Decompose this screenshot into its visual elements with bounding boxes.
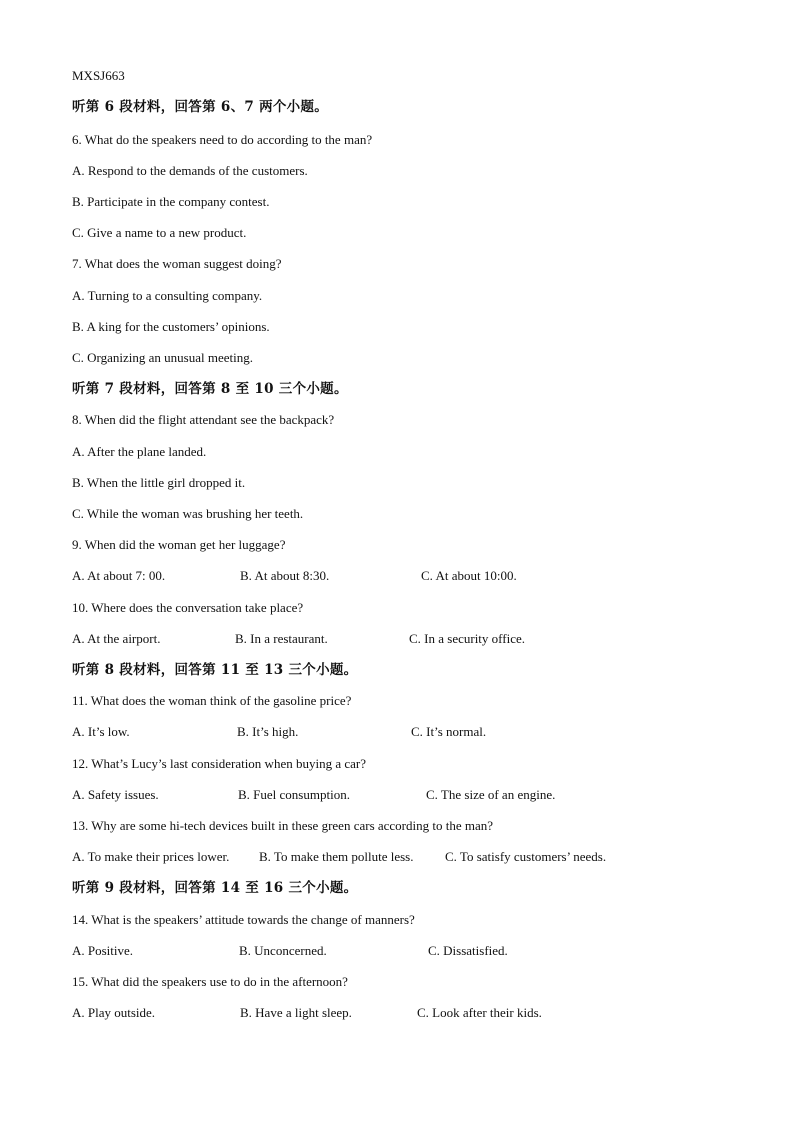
question-15: 15. What did the speakers use to do in the afternoon? <box>72 974 348 989</box>
question-12: 12. What’s Lucy’s last consideration when buying a car? <box>72 756 366 771</box>
option-11a: A. It’s low. <box>72 724 130 739</box>
option-11b: B. It’s high. <box>237 724 299 739</box>
option-9b: B. At about 8:30. <box>240 568 330 583</box>
question-9: 9. When did the woman get her luggage? <box>72 537 286 552</box>
option-8a: A. After the plane landed. <box>72 444 207 459</box>
option-10b: B. In a restaurant. <box>235 631 328 646</box>
option-15b: B. Have a light sleep. <box>240 1005 352 1020</box>
option-15a: A. Play outside. <box>72 1005 156 1020</box>
option-14b: B. Unconcerned. <box>239 943 327 958</box>
option-12b: B. Fuel consumption. <box>238 787 350 802</box>
option-12c: C. The size of an engine. <box>426 787 556 802</box>
option-6b: B. Participate in the company contest. <box>72 194 270 209</box>
option-7b: B. A king for the customers’ opinions. <box>72 319 270 334</box>
option-8b: B. When the little girl dropped it. <box>72 475 246 490</box>
section-heading-7: 听第 7 段材料，回答第 8 至 10 三个小题。 <box>72 381 348 397</box>
option-7a: A. Turning to a consulting company. <box>72 288 263 303</box>
option-11c: C. It’s normal. <box>411 724 487 739</box>
option-8c: C. While the woman was brushing her teeth. <box>72 506 304 521</box>
option-12a: A. Safety issues. <box>72 787 159 802</box>
option-6c: C. Give a name to a new product. <box>72 225 247 240</box>
option-9c: C. At about 10:00. <box>421 568 517 583</box>
option-10a: A. At the airport. <box>72 631 161 646</box>
question-13: 13. Why are some hi-tech devices built in these green cars according to the man? <box>72 818 494 833</box>
question-7: 7. What does the woman suggest doing? <box>72 256 282 271</box>
question-14: 14. What is the speakers’ attitude towards the change of manners? <box>72 912 415 927</box>
section-heading-8: 听第 8 段材料，回答第 11 至 13 三个小题。 <box>72 662 358 678</box>
option-13b: B. To make them pollute less. <box>259 849 414 864</box>
question-11: 11. What does the woman think of the gasoline price? <box>72 693 352 708</box>
question-10: 10. Where does the conversation take place? <box>72 600 304 615</box>
section-heading-6: 听第 6 段材料，回答第 6、7 两个小题。 <box>72 99 329 115</box>
option-7c: C. Organizing an unusual meeting. <box>72 350 254 365</box>
option-15c: C. Look after their kids. <box>417 1005 542 1020</box>
option-13a: A. To make their prices lower. <box>72 849 230 864</box>
option-14c: C. Dissatisfied. <box>428 943 508 958</box>
option-9a: A. At about 7: 00. <box>72 568 166 583</box>
option-6a: A. Respond to the demands of the customers. <box>72 163 308 178</box>
section-heading-9: 听第 9 段材料，回答第 14 至 16 三个小题。 <box>72 880 358 896</box>
option-14a: A. Positive. <box>72 943 134 958</box>
option-13c: C. To satisfy customers’ needs. <box>445 849 607 864</box>
question-8: 8. When did the flight attendant see the backpack? <box>72 412 335 427</box>
question-6: 6. What do the speakers need to do according to the man? <box>72 132 373 147</box>
doc-code: MXSJ663 <box>72 68 125 83</box>
option-10c: C. In a security office. <box>409 631 525 646</box>
